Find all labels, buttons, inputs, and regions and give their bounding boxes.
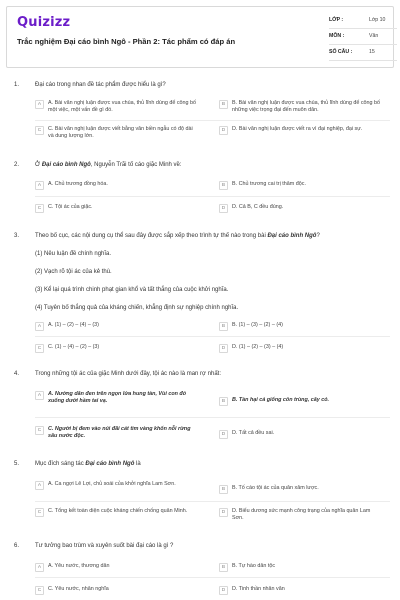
option-text: A. Ca ngợi Lê Lợi, chủ soái của khởi nghĩa Lam Sơn. (48, 481, 176, 487)
question-number: 3. (14, 233, 20, 239)
question-number: 6. (14, 543, 20, 549)
option-text: D. Cả B, C đều đúng. (232, 204, 284, 210)
meta-subject-value: Văn (369, 33, 379, 39)
question-text: Tư tưởng bao trùm và xuyên suốt bài đại cáo là gì ? (35, 543, 174, 549)
question-text-suffix: , Nguyễn Trãi tố cáo giặc Minh về: (90, 162, 182, 168)
option-divider (35, 417, 390, 418)
option-letter-box: B (219, 485, 228, 494)
work-title: Đại cáo bình Ngô (267, 233, 317, 239)
question-text: Đại cáo trong nhan đề tác phẩm được hiểu là gì? (35, 82, 166, 88)
worksheet-header (6, 6, 394, 68)
option-letter-box: D (219, 430, 228, 439)
option-text: A. Nướng dân đen trên ngọn lửa hung tàn, Vùi con đỏ xuống dưới hầm tai vạ. (48, 391, 186, 405)
question-text-prefix: Mục đích sáng tác (35, 461, 86, 467)
work-title: Đại cáo bình Ngô (85, 461, 135, 467)
sequence-item: (1) Nêu luận đề chính nghĩa. (35, 251, 112, 257)
option-divider (35, 196, 390, 197)
worksheet-title: Trắc nghiệm Đại cáo bình Ngô - Phần 2: Tác phẩm có đáp án (17, 37, 236, 46)
meta-divider (329, 44, 397, 45)
meta-grade (329, 15, 397, 29)
option-text: C. Tội ác của giặc. (48, 204, 93, 210)
option-letter-box: D (219, 508, 228, 517)
option-divider (35, 336, 390, 337)
option-text: D. Bài văn nghị luận được viết ra vì đại nghiệp, đại sự. (232, 126, 363, 132)
option-letter-box: B (219, 181, 228, 190)
option-letter-box: C (35, 426, 44, 435)
option-text: C. Người bị đem vào núi đãi cát tìm vàng khốn nỗi rừng sâu nước độc. (48, 426, 191, 440)
question-text (35, 461, 141, 467)
meta-subject-label: MÔN : (329, 33, 345, 39)
option-text: C. Bài văn nghị luận được viết bằng văn biền ngẫu có độ dài và dung lượng lớn. (48, 126, 193, 140)
option-letter-box: A (35, 391, 44, 400)
option-letter-box: B (219, 322, 228, 331)
option-text: B. Chủ trương cai trị thâm độc. (232, 181, 306, 187)
meta-grade-label: LỚP : (329, 17, 344, 23)
option-divider (35, 577, 390, 578)
option-text: A. Bài văn nghị luận được vua chúa, thủ lĩnh dùng để công bố một việc, một vấn đề gì đó. (48, 100, 197, 114)
quizizz-logo: Quizizz (17, 15, 71, 30)
option-letter-box: A (35, 100, 44, 109)
option-letter-box: A (35, 563, 44, 572)
option-text: A. (1) – (2) – (4) – (3) (48, 322, 99, 328)
option-text: A. Chủ trương đồng hóa. (48, 181, 108, 187)
question-number: 2. (14, 162, 20, 168)
option-text: C. (1) – (4) – (2) – (3) (48, 344, 100, 350)
option-divider (35, 501, 390, 502)
option-letter-box: A (35, 322, 44, 331)
option-text: D. Tinh thần nhân văn (232, 586, 285, 592)
question-text (35, 162, 182, 168)
option-text: D. Tất cả đều sai. (232, 430, 275, 436)
option-text: A. Yêu nước, thương dân (48, 563, 110, 569)
option-letter-box: C (35, 126, 44, 135)
option-text: B. Tàn hại cả giống côn trùng, cây cỏ. (232, 397, 330, 403)
option-divider (35, 120, 390, 121)
meta-divider (329, 28, 397, 29)
question-number: 1. (14, 82, 20, 88)
option-text: C. Tổng kết toàn diện cuộc kháng chiến chống quân Minh. (48, 508, 188, 514)
question-text: Trong những tội ác của giặc Minh dưới đây, tội ác nào là man rợ nhất: (35, 371, 221, 377)
question-number: 4. (14, 371, 20, 377)
sequence-item: (3) Kể lại quá trình chinh phạt gian khổ và tất thắng của cuộc khởi nghĩa. (35, 287, 229, 293)
option-text: C. Yêu nước, nhân nghĩa (48, 586, 109, 592)
question-text-prefix: Ở (35, 162, 42, 168)
option-letter-box: C (35, 508, 44, 517)
option-text: D. (1) – (2) – (3) – (4) (232, 344, 284, 350)
option-letter-box: D (219, 126, 228, 135)
meta-count (329, 47, 397, 61)
option-text: D. Biểu dương sức mạnh công trạng của nghĩa quân Lam Sơn. (232, 508, 371, 522)
meta-count-value: 15 (369, 49, 375, 55)
question-text (35, 233, 320, 239)
option-letter-box: A (35, 481, 44, 490)
option-text: B. (1) – (3) – (2) – (4) (232, 322, 283, 328)
option-letter-box: B (219, 397, 228, 406)
sequence-item: (4) Tuyên bố thắng quả của kháng chiến, khẳng định sự nghiệp chính nghĩa. (35, 305, 239, 311)
option-text: B. Bài văn nghị luận được vua chúa, thủ lĩnh dùng để công bố những việc trọng đại đến muôn dân. (232, 100, 381, 114)
option-text: B. Tự hào dân tộc (232, 563, 276, 569)
option-letter-box: C (35, 204, 44, 213)
work-title: Đại cáo bình Ngô (41, 162, 91, 168)
question-text-prefix: Theo bố cục, các nội dung cụ thể sau đây được sắp xếp theo trình tự thế nào trong bài (35, 233, 268, 239)
meta-grade-value: Lớp 10 (369, 17, 386, 23)
meta-subject (329, 31, 397, 45)
question-text-suffix: ? (316, 233, 320, 239)
meta-divider (329, 60, 397, 61)
option-letter-box: D (219, 344, 228, 353)
meta-count-label: SỐ CÂU : (329, 49, 353, 55)
option-letter-box: A (35, 181, 44, 190)
option-letter-box: B (219, 100, 228, 109)
option-text: B. Tố cáo tội ác của quân xâm lược. (232, 485, 319, 491)
option-letter-box: D (219, 204, 228, 213)
option-letter-box: C (35, 344, 44, 353)
question-number: 5. (14, 461, 20, 467)
option-letter-box: D (219, 586, 228, 595)
option-letter-box: C (35, 586, 44, 595)
question-text-suffix: là (134, 461, 141, 467)
sequence-item: (2) Vạch rõ tội ác của kẻ thù. (35, 269, 112, 275)
option-letter-box: B (219, 563, 228, 572)
